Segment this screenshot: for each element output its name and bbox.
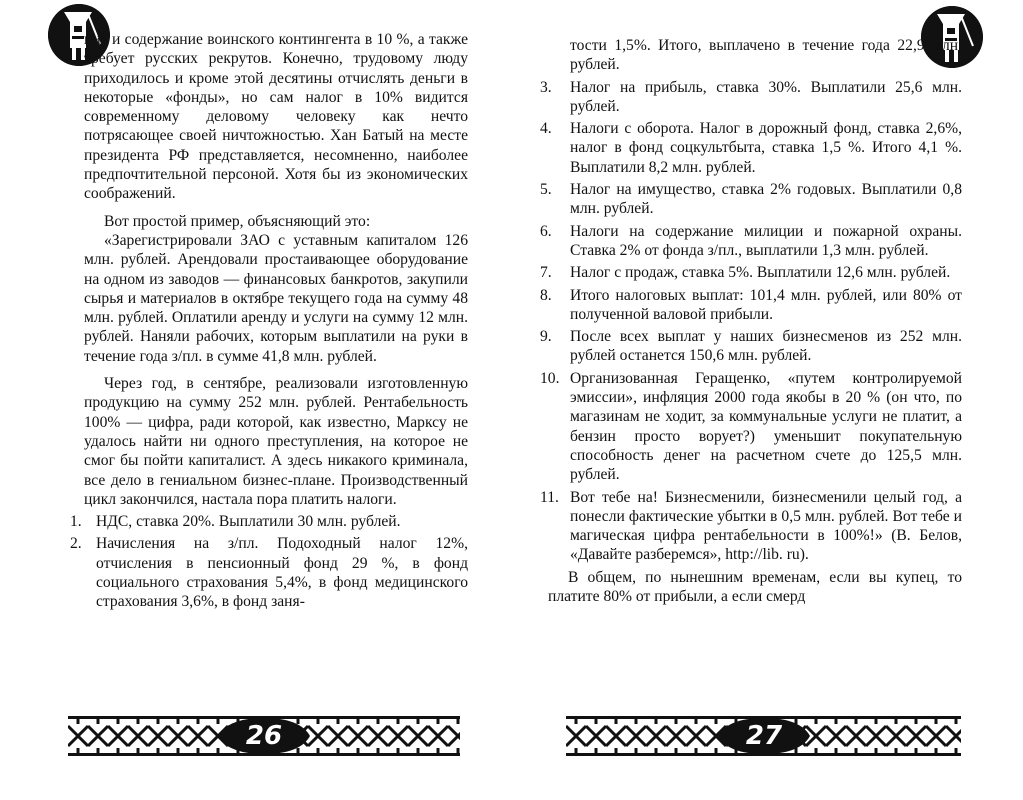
paragraph: Через год, в сентябре, реализовали изготовленную продукцию на сумму 252 млн. рублей. Рентабельность 100% — цифра, ради которой, как известно, Марксу не удалось найти ни одного преступления, на которое не смог бы пойти капиталист. А здесь никакого криминала, все дело в гениальном бизнес-плане. Производственный цикл закончился, настала пора платить налоги. xyxy=(84,375,468,508)
left-body-text xyxy=(70,30,468,612)
list-item: 8. Итого налоговых выплат: 101,4 млн. рублей, или 80% от полученной валовой прибыли. xyxy=(540,286,962,323)
list-item: 7. Налог с продаж, ставка 5%. Выплатили 12,6 млн. рублей. xyxy=(540,264,951,282)
paragraph: ние и содержание воинского контингента в 10 %, а также требует русских рекрутов. Конечно, трудовому люду приходилось и кроме этой десятины отчислять деньги в некоторые «фонды», но сам налог в 10% видится современному деловому человеку как нечто потрясающее своей ничтожностью. Хан Батый на месте президента РФ представляется, несомненно, наиболее предпочтительной персоной. Хотя бы из экономических соображений. xyxy=(84,31,468,203)
list-item: 1. НДС, ставка 20%. Выплатили 30 млн. рублей. xyxy=(70,513,401,531)
list-item: 9. После всех выплат у наших бизнесменов из 252 млн. рублей останется 150,6 млн. рублей. xyxy=(540,328,962,365)
list-item: 2. Начисления на з/пл. Подоходный налог 12%, отчисления в пенсионный фонд 29 %, в фонд социального страхования 5,4%, в фонд медицинского страхования 3,6%, в фонд заня- xyxy=(70,535,468,611)
page-number: 27 xyxy=(745,721,783,751)
paragraph: тости 1,5%. Итого, выплачено в течение года 22,9 млн. рублей. xyxy=(570,37,962,74)
quote-paragraph: «Зарегистрировали ЗАО с уставным капиталом 126 млн. рублей. Арендовали простаивающее оборудование на одном из заводов — финансовых банкротов, закупили сырья и материалов в октябре текущего года на сумму 48 млн. рублей. Оплатили аренду и услуги на сумму 12 млн. рублей. Наняли рабочих, которым выплатили на руки в течение года з/пл. в сумме 41,8 млн. рублей. xyxy=(84,231,468,365)
list-item: 6. Налоги на содержание милиции и пожарной охраны. Ставка 2% от фонда з/пл., выплатили 1,3 млн. рублей. xyxy=(540,222,962,259)
paragraph: В общем, по нынешним временам, если вы купец, то платите 80% от прибыли, а если смерд xyxy=(548,568,962,606)
tax-list xyxy=(70,512,468,611)
left-page xyxy=(0,0,511,800)
paragraph: Вот простой пример, объясняющий это: xyxy=(104,212,371,230)
page-number: 26 xyxy=(245,721,283,751)
list-item: 11. Вот тебе на! Бизнесменили, бизнесменили целый год, а понесли фактические убытки в 0,5 млн. рублей. Вот тебе и магическая цифра рентабельности в 100%!» (В. Белов, «Давайте разберемся», http://lib. ru). xyxy=(540,488,962,564)
right-page xyxy=(512,0,1023,800)
list-item: 10. Организованная Геращенко, «путем контролируемой эмиссии», инфляция 2000 года якобы в 20 % (он что, по магазинам не ходит, за коммунальные услуги не платит, а бензин просто ворует?) уменьшит покупательную способность денег на расчетном счете до 125,5 млн. рублей. xyxy=(540,369,962,484)
tax-list xyxy=(540,78,962,565)
list-item: 5. Налог на имущество, ставка 2% годовых. Выплатили 0,8 млн. рублей. xyxy=(540,181,962,218)
list-item: 4. Налоги с оборота. Налог в дорожный фонд, ставка 2,6%, налог в фонд соцкультбыта, ставка 1,5 %. Итого 4,1 %. Выплатили 8,2 млн. рублей. xyxy=(540,120,962,176)
list-item: 3. Налог на прибыль, ставка 30%. Выплатили 25,6 млн. рублей. xyxy=(540,78,962,115)
right-body-text xyxy=(540,36,962,606)
